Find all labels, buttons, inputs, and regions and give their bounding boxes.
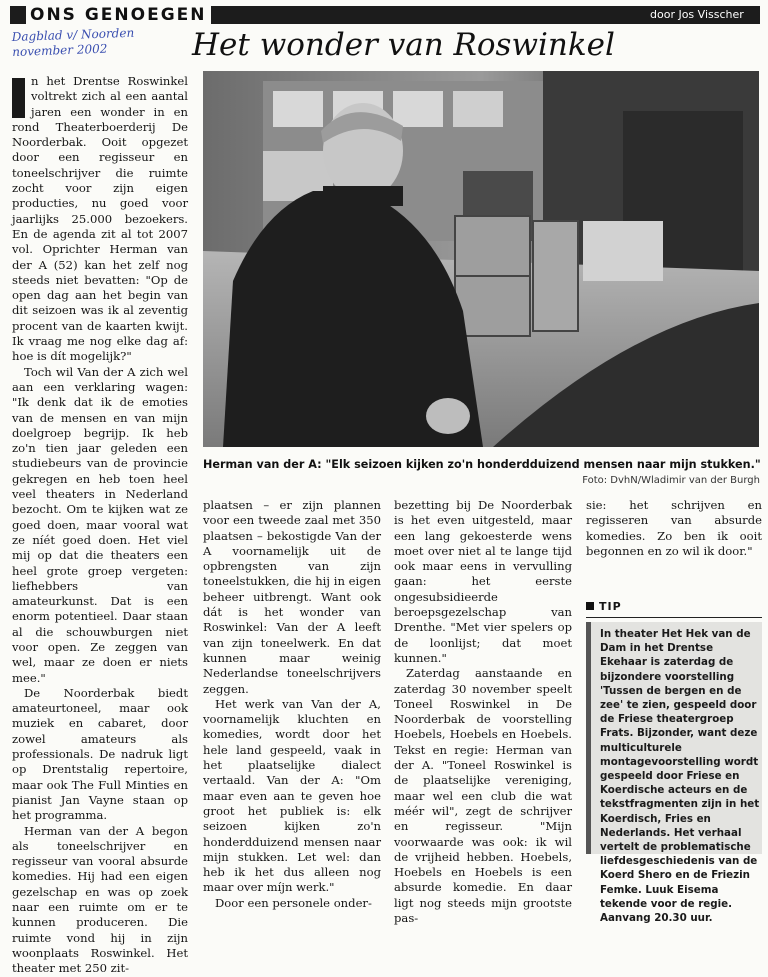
tip-heading-label: TIP xyxy=(599,600,622,613)
paragraph: Door een personele onder- xyxy=(215,895,372,910)
paragraph: Zaterdag aanstaande en zaterdag 30 november speelt Toneel Roswinkel in De Noorderbak de voorstelling Hoebels, Hoebels en Hoebels. Tekst en regie: Herman van der A. "Toneel Roswinkel is de plaatselijke vereniging, maar wel een club die wat méér wil", zegt de schrijver en regisseur. "Mijn voorwaarde was ook: ik wil de vrijheid hebben. Hoebels, Hoebels en Hoebels is een absurde komedie. En daar ligt nog steeds mijn grootste pas- xyxy=(394,666,572,926)
paragraph: sie: het schrijven en regisseren van absurde komedies. Zo ben ik ooit begonnen en zo wil ik door." xyxy=(586,498,762,558)
handwritten-note: Dagblad v/ Noorden november 2002 xyxy=(11,25,135,59)
drop-cap xyxy=(12,78,25,118)
paragraph: n het Drentse Roswinkel voltrekt zich al een aantal jaren een wonder in en rond Theaterboerderij De Noorderbak. Ooit opgezet door een regisseur en toneelschrijver die ruimte zocht voor zijn eigen producties, nu goed voor jaarlijks 25.000 bezoekers. En de agenda zit al tot 2007 vol. Oprichter Herman van der A (52) kan het zelf nog steeds niet bevatten: "Op de open dag aan het begin van dit seizoen was ik al zeventig procent van de kaarten kwijt. Ik vraag me nog elke dag af: hoe is dít mogelijk?" xyxy=(12,74,188,364)
photo-credit: Foto: DvhN/Wladimir van der Burgh xyxy=(582,475,760,486)
paragraph: Herman van der A begon als toneelschrijver en regisseur van vooral absurde komedies. Hij had een eigen gezelschap en was op zoek naar een ruimte om er te kunnen produceren. Die ruimte vond hij in zijn woonplaats Roswinkel. Het theater met 250 zit- xyxy=(12,823,188,976)
article-photo xyxy=(203,71,759,447)
article-column-1 xyxy=(12,74,188,977)
paragraph: De Noorderbak biedt amateurtoneel, maar ook muziek en cabaret, door zowel amateurs als professionals. De nadruk ligt op Drentstalig repertoire, maar ook The Full Minties en pianist Jan Vayne staan op het programma. xyxy=(12,685,188,823)
square-bullet-icon xyxy=(586,602,594,610)
paragraph: plaatsen – er zijn plannen voor een tweede zaal met 350 plaatsen – bekostigde Van der A voornamelijk uit de opbrengsten van zijn toneelstukken, die hij in eigen beheer uitbrengt. Want ook dát is het wonder van Roswinkel: Van der A leeft van zijn toneelwerk. En dat kunnen maar weinig Nederlandse toneelschrijvers zeggen. xyxy=(203,498,381,696)
paragraph: bezetting bij De Noorderbak is het even uitgesteld, maar een lang gekoesterde wens moet over niet al te lange tijd ook maar eens in vervulling gaan: het eerste ongesubsidieerde beroepsgezelschap van Drenthe. "Met vier spelers op de loonlijst; dat moet kunnen." xyxy=(394,498,572,665)
headline: Het wonder van Roswinkel xyxy=(192,27,615,63)
article-column-4 xyxy=(586,498,762,559)
paragraph: Toch wil Van der A zich wel aan een verklaring wagen: "Ik denk dat ik de emoties van de mensen en van mijn doelgroep begrijp. Ik heb zo'n tien jaar geleden een studiebeurs van de provincie gekregen en heb toen heel veel theaters in Nederland bezocht. Om te kijken wat ze goed doen, maar vooral wat ze níét goed doen. Het viel mij op dat die theaters een heel grote groep vergeten: liefhebbers van amateurkunst. Dat is een enorm potentieel. Daar staan al die schouwburgen niet voor open. Ze zeggen van wel, maar ze doen er niets mee." xyxy=(12,364,188,685)
photo-caption: Herman van der A: "Elk seizoen kijken zo'n honderdduizend mensen naar mijn stukken." xyxy=(203,458,761,471)
byline: door Jos Visscher xyxy=(650,8,744,21)
tip-text: In theater Het Hek van de Dam in het Drentse Ekehaar is zaterdag de bijzondere voorstelling 'Tussen de bergen en de zee' te zien, gespeeld door de Friese theatergroep Frats. Bijzonder, want deze multiculturele montagevoorstelling wordt gespeeld door Friese en Koerdische acteurs en de tekstfragmenten zijn in het Koerdisch, Fries en Nederlands. Het verhaal vertelt de problematische liefdesgeschiedenis van de Koerd Shero en de Friezin Femke. Luuk Eisema tekende voor de regie. Aanvang 20.30 uur. xyxy=(600,628,760,925)
tip-side-bar xyxy=(586,622,591,854)
article-column-2 xyxy=(203,498,381,911)
photo-illustration xyxy=(203,71,759,447)
section-label: ONS GENOEGEN xyxy=(26,5,211,25)
paragraph: Het werk van Van der A, voornamelijk kluchten en komedies, wordt door het hele land gespeeld, vaak in het plaatselijke dialect vertaald. Van der A: "Om maar even aan te geven hoe groot het publiek is: elk seizoen kijken zo'n honderdduizend mensen naar mijn stukken. Let wel: dan heb ik het dus alleen nog maar over míjn werk." xyxy=(203,696,381,895)
tip-heading xyxy=(586,600,622,613)
article-column-3 xyxy=(394,498,572,926)
tip-rule xyxy=(586,617,762,618)
